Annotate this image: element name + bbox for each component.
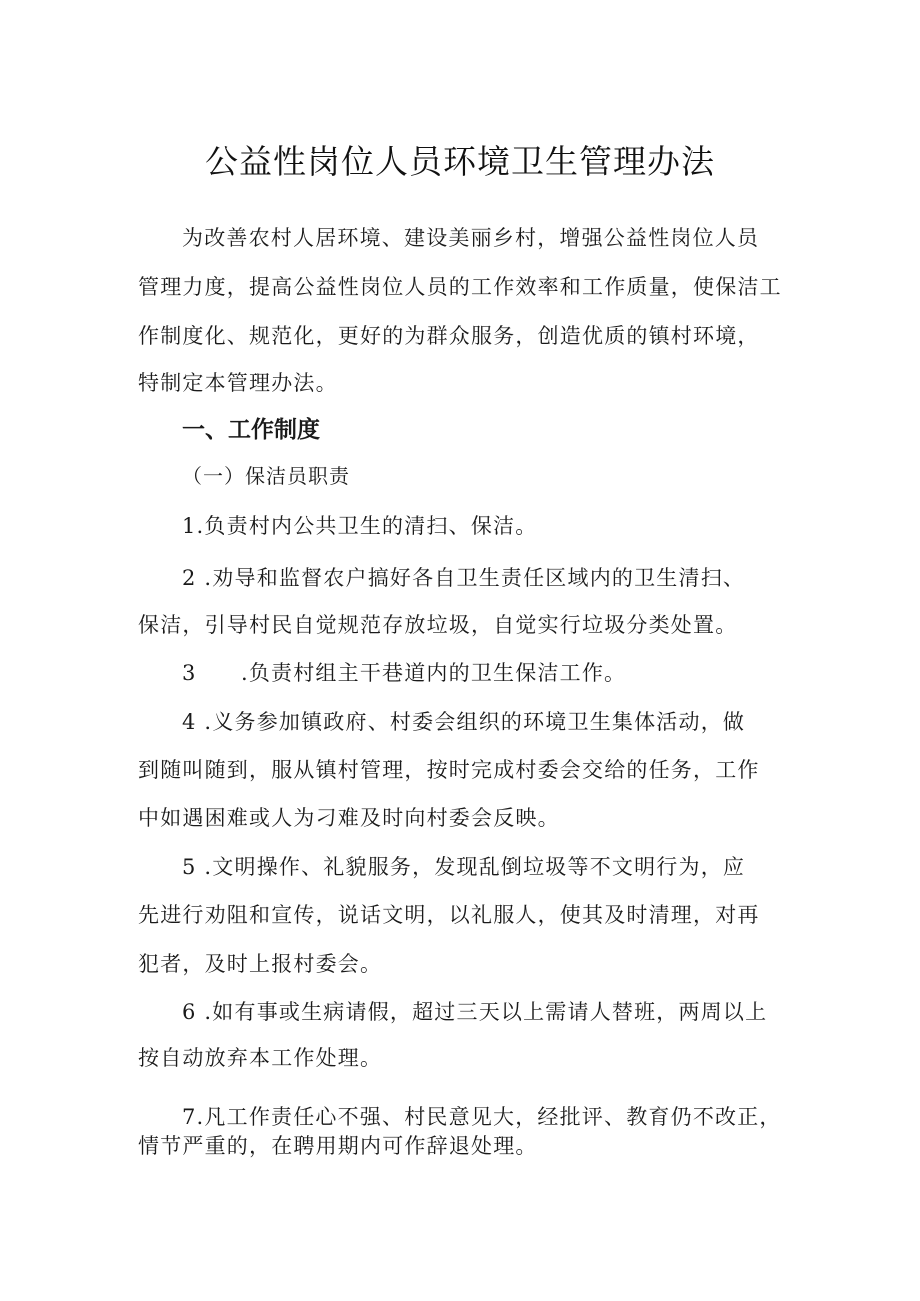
item-4-line-1: 4 .义务参加镇政府、村委会组织的环境卫生集体活动，做 <box>182 710 746 734</box>
item-6-line-2: 按自动放弃本工作处理。 <box>138 1046 383 1070</box>
intro-line-1: 为改善农村人居环境、建设美丽乡村，增强公益性岗位人员 <box>182 226 760 250</box>
item-1-line-1: 1.负责村内公共卫生的清扫、保洁。 <box>182 514 538 538</box>
document-title: 公益性岗位人员环境卫生管理办法 <box>205 142 715 181</box>
item-7-line-2: 情节严重的，在聘用期内可作辞退处理。 <box>138 1134 538 1158</box>
item-6-line-1: 6 .如有事或生病请假，超过三天以上需请人替班，两周以上 <box>182 1000 768 1024</box>
item-4-line-3: 中如遇困难或人为刁难及时向村委会反映。 <box>138 806 560 830</box>
item-3-line-1: 3 .负责村组主干巷道内的卫生保洁工作。 <box>182 661 627 685</box>
subsection-heading-cleaner-duties: （一）保洁员职责 <box>182 464 350 488</box>
item-2-line-2: 保洁，引导村民自觉规范存放垃圾，自觉实行垃圾分类处置。 <box>138 613 738 637</box>
item-5-line-2: 先进行劝阻和宣传，说话文明，以礼服人，使其及时清理，对再 <box>138 903 760 927</box>
item-4-line-2: 到随叫随到，服从镇村管理，按时完成村委会交给的任务，工作 <box>138 758 760 782</box>
item-5-line-3: 犯者，及时上报村委会。 <box>138 952 383 976</box>
intro-line-2: 管理力度，提高公益性岗位人员的工作效率和工作质量，使保洁工 <box>138 275 782 299</box>
section-heading-work-system: 一、工作制度 <box>182 417 320 443</box>
item-5-line-1: 5 .文明操作、礼貌服务，发现乱倒垃圾等不文明行为，应 <box>182 855 746 879</box>
intro-line-4: 特制定本管理办法。 <box>138 371 338 395</box>
item-2-line-1: 2 .劝导和监督农户搞好各自卫生责任区域内的卫生清扫、 <box>182 566 746 590</box>
intro-line-3: 作制度化、规范化，更好的为群众服务，创造优质的镇村环境， <box>138 324 760 348</box>
item-7-line-1: 7.凡工作责任心不强、村民意见大，经批评、教育仍不改正， <box>182 1105 782 1129</box>
